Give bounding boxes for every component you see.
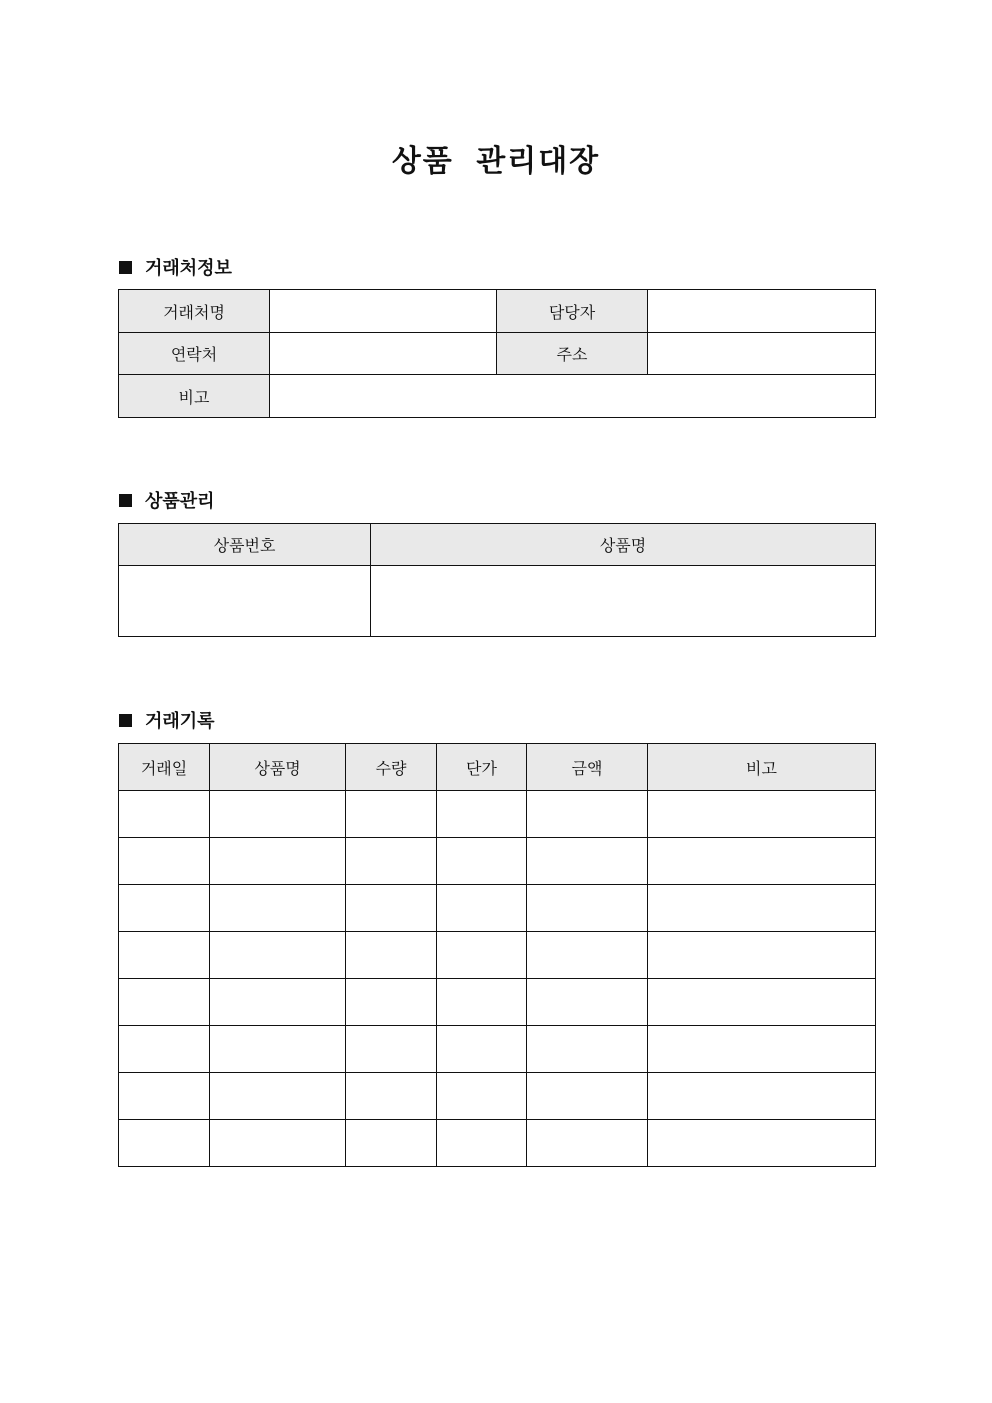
square-bullet-icon	[119, 714, 132, 727]
contact-field[interactable]	[270, 333, 497, 375]
amount-cell[interactable]	[527, 1120, 648, 1167]
square-bullet-icon	[119, 494, 132, 507]
table-row	[119, 932, 876, 979]
column-header-date: 거래일	[119, 744, 210, 791]
date-cell[interactable]	[119, 979, 210, 1026]
product-name-cell[interactable]	[210, 1073, 346, 1120]
unit-price-cell[interactable]	[437, 1120, 527, 1167]
date-cell[interactable]	[119, 838, 210, 885]
manager-field[interactable]	[648, 290, 876, 333]
client-name-field[interactable]	[270, 290, 497, 333]
date-cell[interactable]	[119, 791, 210, 838]
amount-cell[interactable]	[527, 1073, 648, 1120]
note-field[interactable]	[270, 375, 876, 418]
table-row	[119, 791, 876, 838]
quantity-cell[interactable]	[346, 1026, 437, 1073]
product-name-cell[interactable]	[210, 1120, 346, 1167]
unit-price-cell[interactable]	[437, 791, 527, 838]
amount-cell[interactable]	[527, 838, 648, 885]
table-row	[119, 1073, 876, 1120]
section-title: 거래처정보	[145, 258, 232, 279]
note-cell[interactable]	[648, 932, 876, 979]
product-name-cell[interactable]	[210, 838, 346, 885]
section-heading-transactions	[119, 707, 215, 733]
amount-cell[interactable]	[527, 979, 648, 1026]
client-info-table	[118, 289, 876, 418]
square-bullet-icon	[119, 261, 132, 274]
product-name-cell[interactable]	[210, 979, 346, 1026]
quantity-cell[interactable]	[346, 885, 437, 932]
page-title: 상품 관리대장	[391, 144, 601, 179]
quantity-cell[interactable]	[346, 979, 437, 1026]
label-client-name: 거래처명	[119, 290, 270, 333]
date-cell[interactable]	[119, 1073, 210, 1120]
table-row	[119, 1026, 876, 1073]
section-title: 상품관리	[145, 491, 215, 512]
address-field[interactable]	[648, 333, 876, 375]
product-name-cell[interactable]	[210, 885, 346, 932]
unit-price-cell[interactable]	[437, 932, 527, 979]
quantity-cell[interactable]	[346, 1073, 437, 1120]
column-header-quantity: 수량	[346, 744, 437, 791]
label-note: 비고	[119, 375, 270, 418]
note-cell[interactable]	[648, 885, 876, 932]
transactions-body	[119, 791, 876, 1167]
product-name-field[interactable]	[371, 566, 876, 637]
date-cell[interactable]	[119, 885, 210, 932]
label-contact: 연락처	[119, 333, 270, 375]
amount-cell[interactable]	[527, 932, 648, 979]
date-cell[interactable]	[119, 1120, 210, 1167]
unit-price-cell[interactable]	[437, 838, 527, 885]
table-row	[119, 979, 876, 1026]
label-address: 주소	[497, 333, 648, 375]
amount-cell[interactable]	[527, 885, 648, 932]
label-manager: 담당자	[497, 290, 648, 333]
transactions-table	[118, 743, 876, 1167]
note-cell[interactable]	[648, 791, 876, 838]
quantity-cell[interactable]	[346, 1120, 437, 1167]
date-cell[interactable]	[119, 1026, 210, 1073]
note-cell[interactable]	[648, 1120, 876, 1167]
date-cell[interactable]	[119, 932, 210, 979]
table-row	[119, 885, 876, 932]
product-name-cell[interactable]	[210, 932, 346, 979]
column-header-product-name: 상품명	[371, 524, 876, 566]
unit-price-cell[interactable]	[437, 979, 527, 1026]
quantity-cell[interactable]	[346, 932, 437, 979]
note-cell[interactable]	[648, 838, 876, 885]
product-table	[118, 523, 876, 637]
section-heading-product	[119, 487, 215, 513]
column-header-amount: 금액	[527, 744, 648, 791]
unit-price-cell[interactable]	[437, 885, 527, 932]
table-row	[119, 838, 876, 885]
quantity-cell[interactable]	[346, 838, 437, 885]
amount-cell[interactable]	[527, 791, 648, 838]
column-header-unit-price: 단가	[437, 744, 527, 791]
unit-price-cell[interactable]	[437, 1073, 527, 1120]
note-cell[interactable]	[648, 979, 876, 1026]
quantity-cell[interactable]	[346, 791, 437, 838]
table-row	[119, 1120, 876, 1167]
unit-price-cell[interactable]	[437, 1026, 527, 1073]
column-header-product-number: 상품번호	[119, 524, 371, 566]
amount-cell[interactable]	[527, 1026, 648, 1073]
note-cell[interactable]	[648, 1026, 876, 1073]
product-number-field[interactable]	[119, 566, 371, 637]
note-cell[interactable]	[648, 1073, 876, 1120]
product-name-cell[interactable]	[210, 791, 346, 838]
section-heading-client	[119, 254, 232, 280]
column-header-note: 비고	[648, 744, 876, 791]
section-title: 거래기록	[145, 711, 215, 732]
product-name-cell[interactable]	[210, 1026, 346, 1073]
column-header-product-name: 상품명	[210, 744, 346, 791]
